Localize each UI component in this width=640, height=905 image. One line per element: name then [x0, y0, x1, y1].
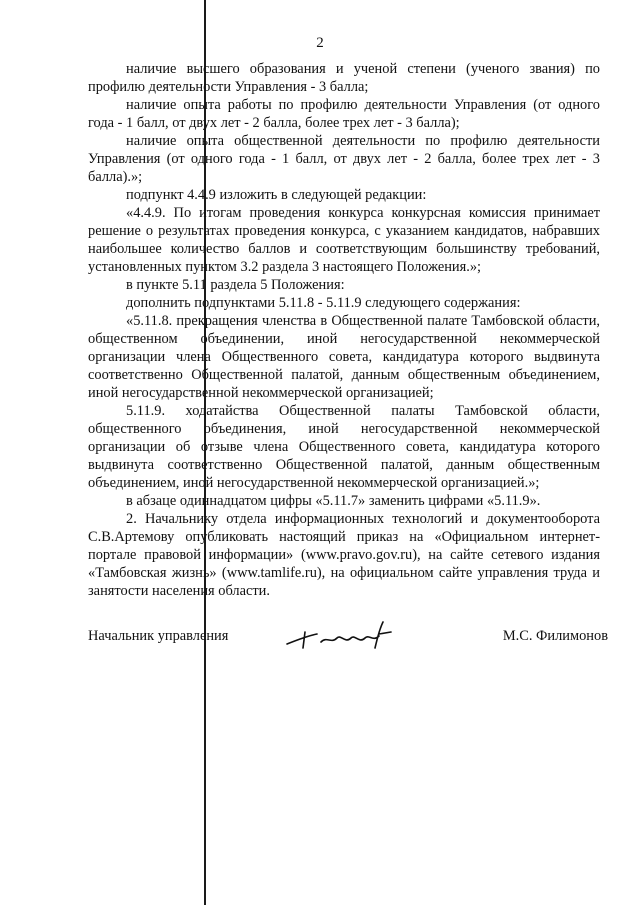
paragraph: «4.4.9. По итогам проведения конкурса конкурсная комиссия принимает решение о результатах проведения конкурса, с указанием кандидатов, набравших наибольшее количество баллов и соответствующим большинству требований, установленных пунктом 3.2 раздела 3 настоящего Положения.»; — [88, 205, 600, 275]
paragraph: в абзаце одиннадцатом цифры «5.11.7» заменить цифрами «5.11.9». — [126, 493, 541, 509]
paragraph: в пункте 5.11 раздела 5 Положения: — [126, 277, 345, 293]
paragraph: наличие опыта работы по профилю деятельности Управления (от одного года - 1 балл, от двух лет - 2 балла, более трех лет - 3 балла); — [88, 97, 600, 131]
document-body — [88, 60, 600, 600]
paragraph: 5.11.9. ходатайства Общественной палаты Тамбовской области, общественного объединения, иной негосударственной некоммерческой организации об отзыве члена Общественного совета, кандидатура которого выдвинута соответственно Общественной палатой, данным общественным объединением, иной негосударственной некоммерческой организацией.»; — [88, 403, 600, 491]
paragraph: подпункт 4.4.9 изложить в следующей редакции: — [126, 187, 427, 203]
paragraph: наличие высшего образования и ученой степени (ученого звания) по профилю деятельности Управления - 3 балла; — [88, 61, 600, 95]
paragraph: дополнить подпунктами 5.11.8 - 5.11.9 следующего содержания: — [126, 295, 521, 311]
signature-block — [88, 620, 608, 660]
signature-name: М.С. Филимонов — [502, 628, 608, 644]
signature-title: Начальник управления — [88, 628, 229, 644]
paragraph: 2. Начальнику отдела информационных технологий и документооборота С.В.Артемову опубликовать настоящий приказ на «Официальном интернет-портале правовой информации» (www.pravo.gov.ru), на сайте сетевого издания «Тамбовская жизнь» (www.tamlife.ru), на официальном сайте управления труда и занятости населения области. — [88, 511, 600, 599]
paragraph: «5.11.8. прекращения членства в Общественной палате Тамбовской области, общественном объединении, иной негосударственной некоммерческой организации члена Общественного совета, кандидатура которого выдвинута соответственно Общественной палатой, данным общественным объединением, иной негосударственной некоммерческой организацией; — [88, 313, 600, 401]
paragraph: наличие опыта общественной деятельности по профилю деятельности Управления (от одного года - 1 балл, от двух лет - 2 балла, более трех лет - 3 балла).»; — [88, 133, 600, 185]
handwritten-signature — [283, 614, 413, 654]
page-number: 2 — [316, 35, 324, 51]
